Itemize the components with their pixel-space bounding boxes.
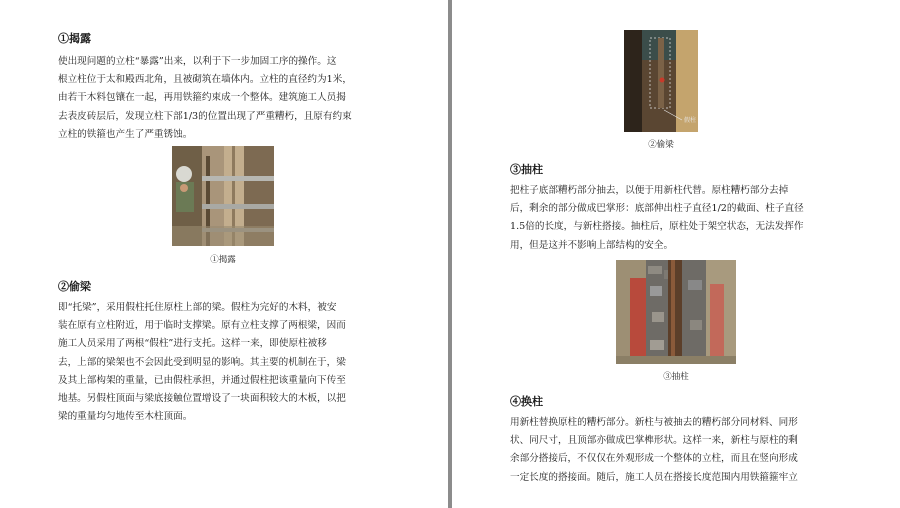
right-page	[452, 0, 900, 508]
section-body-extract	[510, 182, 850, 255]
body-line: 立柱的铁箍也产生了严重锈蚀。	[58, 128, 193, 140]
body-line: 由若干木料包镶在一起，再用铁箍约束成一个整体。建筑施工人员揭	[58, 92, 346, 104]
body-line: 使出现问题的立柱“暴露”出来，以利于下一步加固工序的操作。这	[58, 56, 337, 67]
figure-caption-extract: ③抽柱	[663, 372, 689, 382]
body-line: 状、同尺寸，且顶部亦做成巴掌榫形状。这样一来，新柱与原柱的剩	[510, 435, 798, 447]
body-line: 根立柱位于太和殿西北角，且被砌筑在墙体内。立柱的直径约为1米，	[58, 74, 352, 86]
section-heading-extract: ③抽柱	[510, 163, 543, 176]
photo-label-fake-column: 假柱	[684, 117, 697, 124]
body-line: 1.5倍的长度，与新柱搭接。抽柱后，原柱处于架空状态，无法发挥作	[510, 221, 804, 233]
figure-caption-beam: ②偷梁	[648, 140, 674, 150]
body-line: 梁的重量均匀地传至木柱顶面。	[58, 411, 193, 423]
body-line: 用，但是这并不影响上部结构的安全。	[510, 239, 674, 251]
section-body-reveal	[58, 53, 398, 144]
section-heading-reveal: ①揭露	[58, 32, 91, 45]
body-line: 余部分搭接后，不仅仅在外观形成一个整体的立柱，而且在竖向形成	[510, 453, 798, 465]
body-line: 去，上部的梁架也不会因此受到明显的影响。其主要的机制在于，梁	[58, 356, 346, 368]
figure-caption-reveal: ①揭露	[210, 255, 236, 265]
photo-extract	[616, 260, 736, 364]
section-heading-beam: ②偷梁	[58, 280, 91, 293]
section-body-beam	[58, 299, 398, 426]
body-line: 一定长度的搭接面。随后，施工人员在搭接长度范围内用铁箍箍牢立	[510, 471, 798, 483]
body-line: 用新柱替换原柱的糟朽部分。新柱与被抽去的糟朽部分同材料、同形	[510, 417, 798, 428]
body-line: 去表皮砖层后，发现立柱下部1/3的位置出现了严重糟朽，且原有约束	[58, 110, 352, 122]
body-line: 后，剩余的部分做成巴掌形：底部伸出柱子直径1/2的截面、柱子直径	[510, 203, 804, 215]
photo-beam	[624, 30, 698, 132]
body-line: 装在原有立柱附近，用于临时支撑梁。原有立柱支撑了两根梁，因而	[58, 320, 346, 332]
body-line: 即“托梁”，采用假柱托住原柱上部的梁。假柱为完好的木料，被安	[58, 302, 337, 313]
section-heading-replace: ④换柱	[510, 395, 543, 408]
body-line: 把柱子底部糟朽部分抽去，以便于用新柱代替。原柱糟朽部分去掉	[510, 185, 789, 196]
left-page	[0, 0, 448, 508]
body-line: 地基。另假柱顶面与梁底接触位置增设了一块面积较大的木板，以把	[58, 393, 346, 405]
section-body-replace	[510, 414, 850, 487]
photo-reveal	[172, 146, 274, 246]
body-line: 及其上部构架的重量，已由假柱承担，并通过假柱把该重量向下传至	[58, 374, 346, 386]
body-line: 施工人员采用了两根“假柱”进行支托。这样一来，即使原柱被移	[58, 338, 327, 350]
